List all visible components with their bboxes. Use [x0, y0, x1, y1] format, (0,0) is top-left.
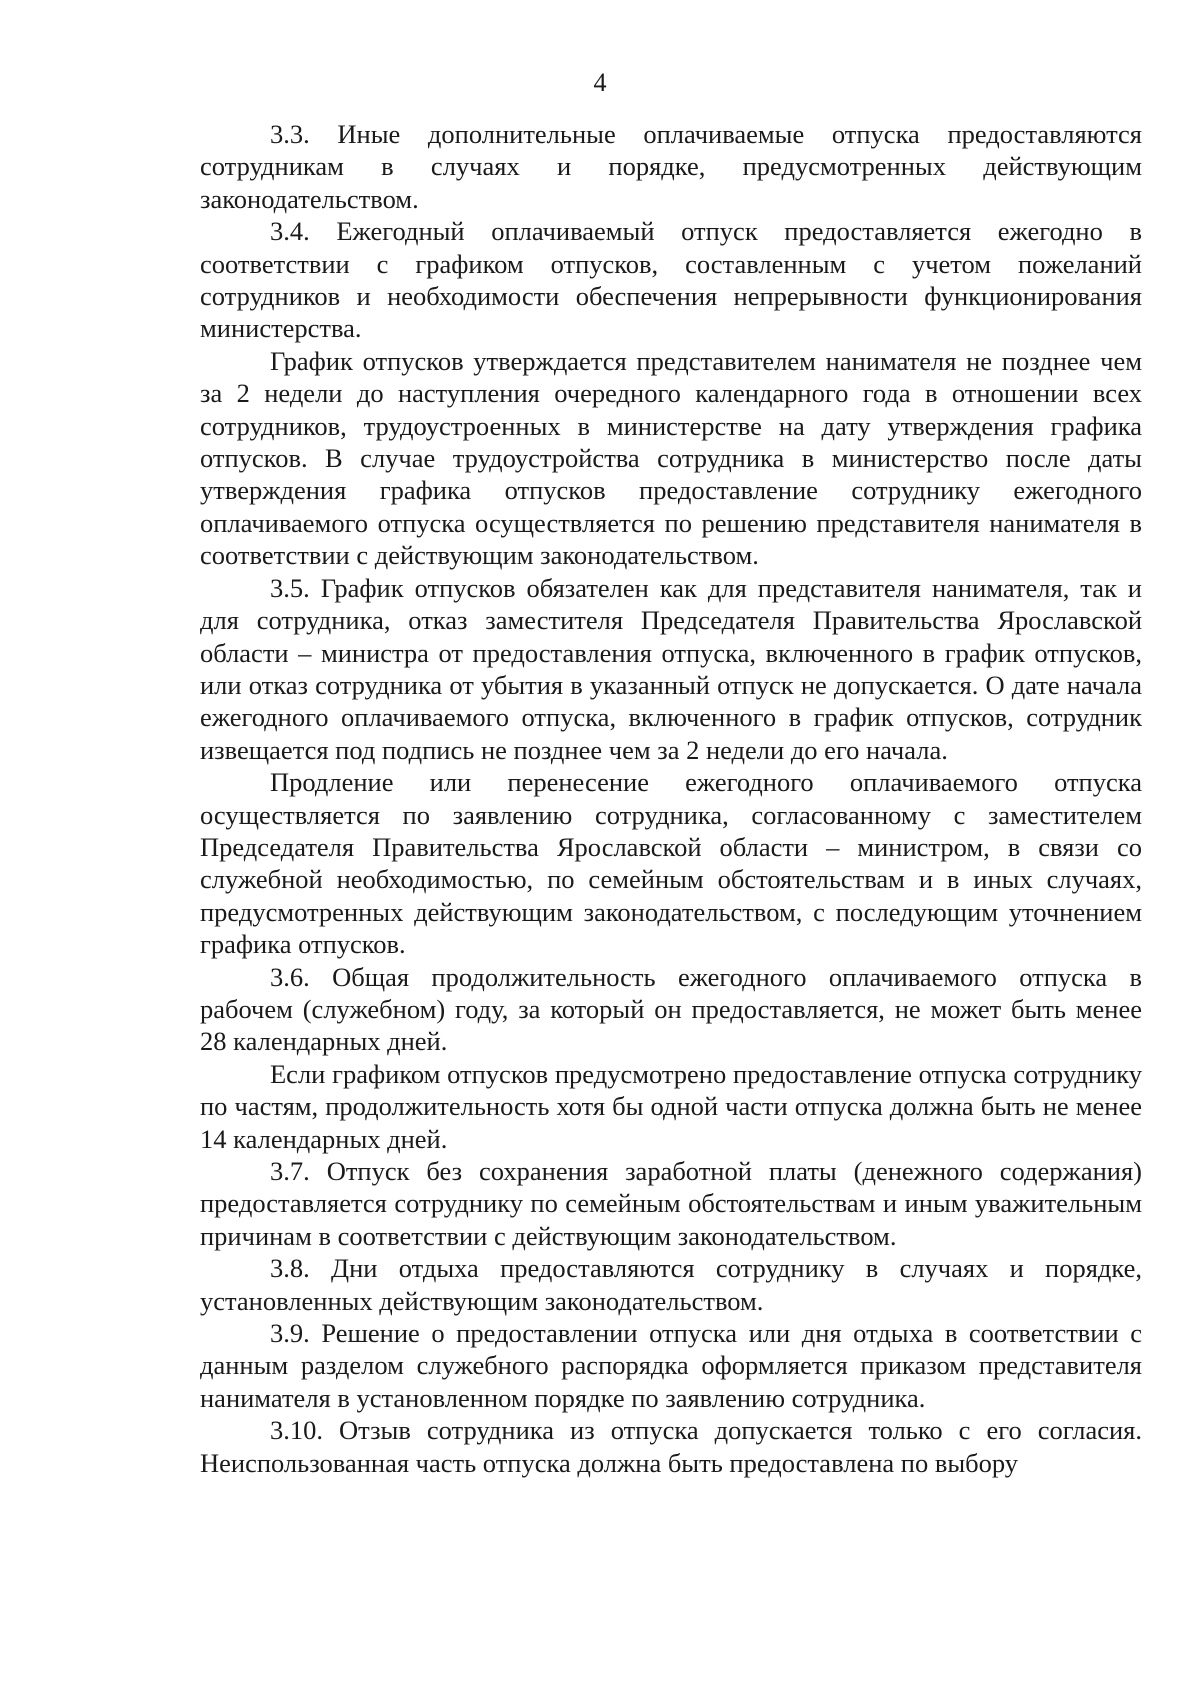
page-number: 4 — [593, 68, 607, 97]
paragraph-vacation-schedule-approval: График отпусков утверждается представителем нанимателя не позднее чем за 2 недели до наступления очередного календарного года в отношении всех сотрудников, трудоустроенных в министерстве на дату утверждения графика отпусков. В случае трудоустройства сотрудника в министерство после даты утверждения графика отпусков предоставление сотруднику ежегодного оплачиваемого отпуска осуществляется по решению представителя нанимателя в соответствии с действующим законодательством. — [200, 345, 1142, 571]
paragraph-3-8: 3.8. Дни отдыха предоставляются сотруднику в случаях и порядке, установленных действующим законодательством. — [200, 1253, 1142, 1316]
paragraph-3-9: 3.9. Решение о предоставлении отпуска или дня отдыха в соответствии с данным разделом служебного распорядка оформляется приказом представителя нанимателя в установленном порядке по заявлению сотрудника. — [200, 1318, 1142, 1413]
paragraph-3-6: 3.6. Общая продолжительность ежегодного оплачиваемого отпуска в рабочем (служебном) году, за который он предоставляется, не может быть менее 28 календарных дней. — [200, 961, 1142, 1057]
paragraph-3-3: 3.3. Иные дополнительные оплачиваемые отпуска предоставляются сотрудникам в случаях и порядке, предусмотренных действующим законодательством. — [200, 119, 1142, 214]
paragraph-vacation-extension: Продление или перенесение ежегодного оплачиваемого отпуска осуществляется по заявлению сотрудника, согласованному с заместителем Председателя Правительства Ярославской области – министром, в связи со служебной необходимостью, по семейным обстоятельствам и в иных случаях, предусмотренных действующим законодательством, с последующим уточнением графика отпусков. — [200, 767, 1142, 960]
paragraph-3-10: 3.10. Отзыв сотрудника из отпуска допускается только с его согласия. Неиспользованная часть отпуска должна быть предоставлена по выбору — [200, 1415, 1142, 1478]
paragraph-3-7: 3.7. Отпуск без сохранения заработной платы (денежного содержания) предоставляется сотруднику по семейным обстоятельствам и иным уважительным причинам в соответствии с действующим законодательством. — [200, 1156, 1142, 1251]
paragraph-3-4: 3.4. Ежегодный оплачиваемый отпуск предоставляется ежегодно в соответствии с графиком отпусков, составленным с учетом пожеланий сотрудников и необходимости обеспечения непрерывности функционирования министерства. — [200, 216, 1142, 344]
paragraph-vacation-parts: Если графиком отпусков предусмотрено предоставление отпуска сотруднику по частям, продолжительность хотя бы одной части отпуска должна быть не менее 14 календарных дней. — [200, 1058, 1142, 1154]
paragraph-3-5: 3.5. График отпусков обязателен как для представителя нанимателя, так и для сотрудника, отказ заместителя Председателя Правительства Ярославской области – министра от предоставления отпуска, включенного в график отпусков, или отказ сотрудника от убытия в указанный отпуск не допускается. О дате начала ежегодного оплачиваемого отпуска, включенного в график отпусков, сотрудник извещается под подпись не позднее чем за 2 недели до его начала. — [200, 572, 1142, 765]
document-body — [200, 118, 1142, 1479]
